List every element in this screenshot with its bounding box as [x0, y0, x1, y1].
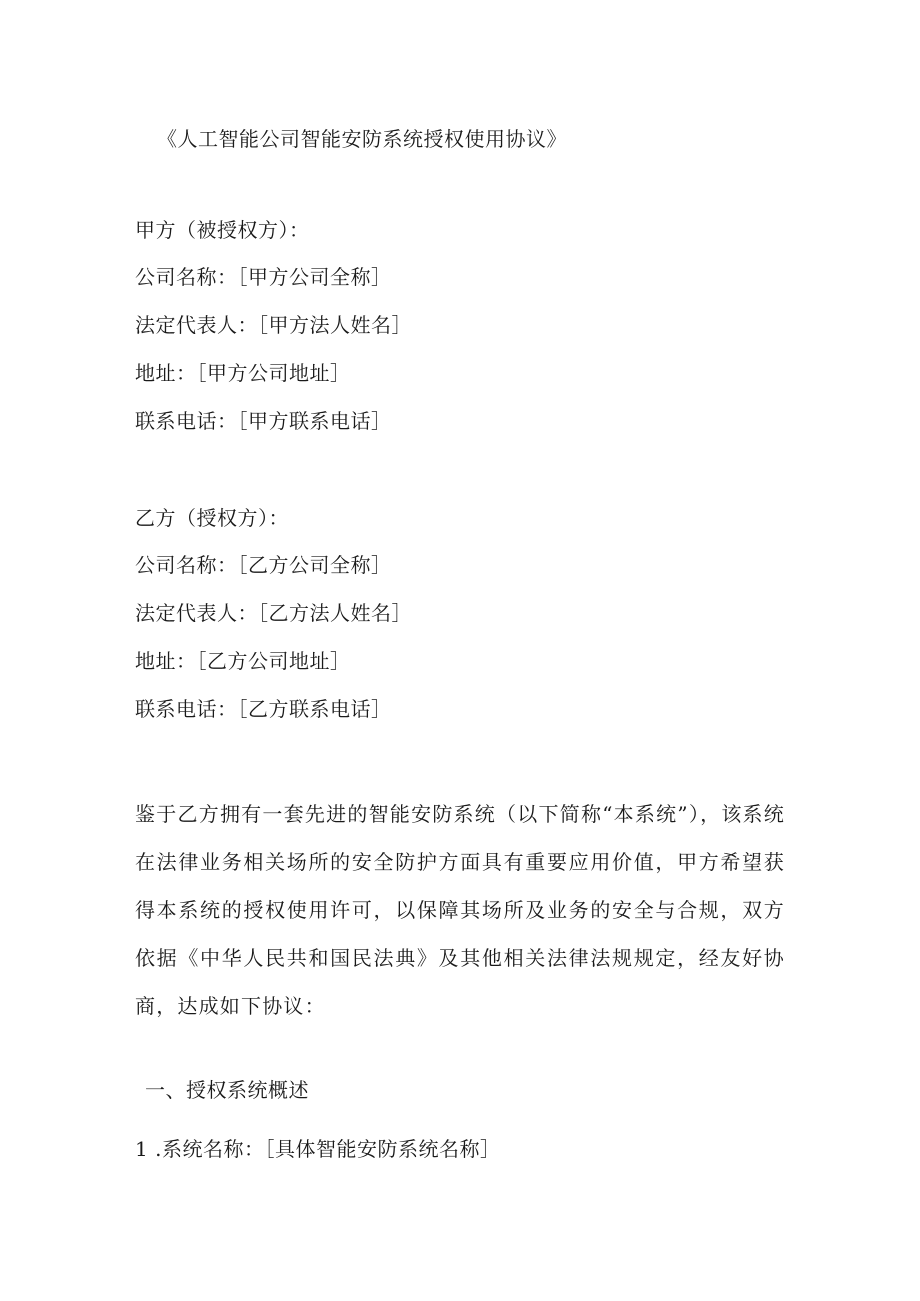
party-b-legal-rep: 法定代表人：［乙方法人姓名］ — [135, 601, 412, 625]
section-item: 1 .系统名称：［具体智能安防系统名称］ — [135, 1137, 501, 1161]
section-heading: 一、授权系统概述 — [145, 1078, 309, 1102]
document-title: 《人工智能公司智能安防系统授权使用协议》 — [157, 127, 567, 151]
party-b-phone: 联系电话：［乙方联系电话］ — [135, 697, 392, 721]
party-b-heading: 乙方（授权方）： — [135, 506, 289, 530]
party-b-company: 公司名称：［乙方公司全称］ — [135, 553, 392, 577]
preamble-paragraph: 鉴于乙方拥有一套先进的智能安防系统（以下简称“本系统”），该系统在法律业务相关场所的安全防护方面具有重要应用价值，甲方希望获得本系统的授权使用许可，以保障其场所及业务的安全与合规，双方依据《中华人民共和国民法典》及其他相关法律法规规定，经友好协商，达成如下协议： — [135, 802, 785, 1018]
party-a-phone: 联系电话：［甲方联系电话］ — [135, 409, 392, 433]
party-a-heading: 甲方（被授权方）： — [135, 218, 310, 242]
party-a-legal-rep: 法定代表人：［甲方法人姓名］ — [135, 313, 412, 337]
party-a-address: 地址：［甲方公司地址］ — [135, 361, 351, 385]
party-a-company: 公司名称：［甲方公司全称］ — [135, 265, 392, 289]
party-b-address: 地址：［乙方公司地址］ — [135, 649, 351, 673]
